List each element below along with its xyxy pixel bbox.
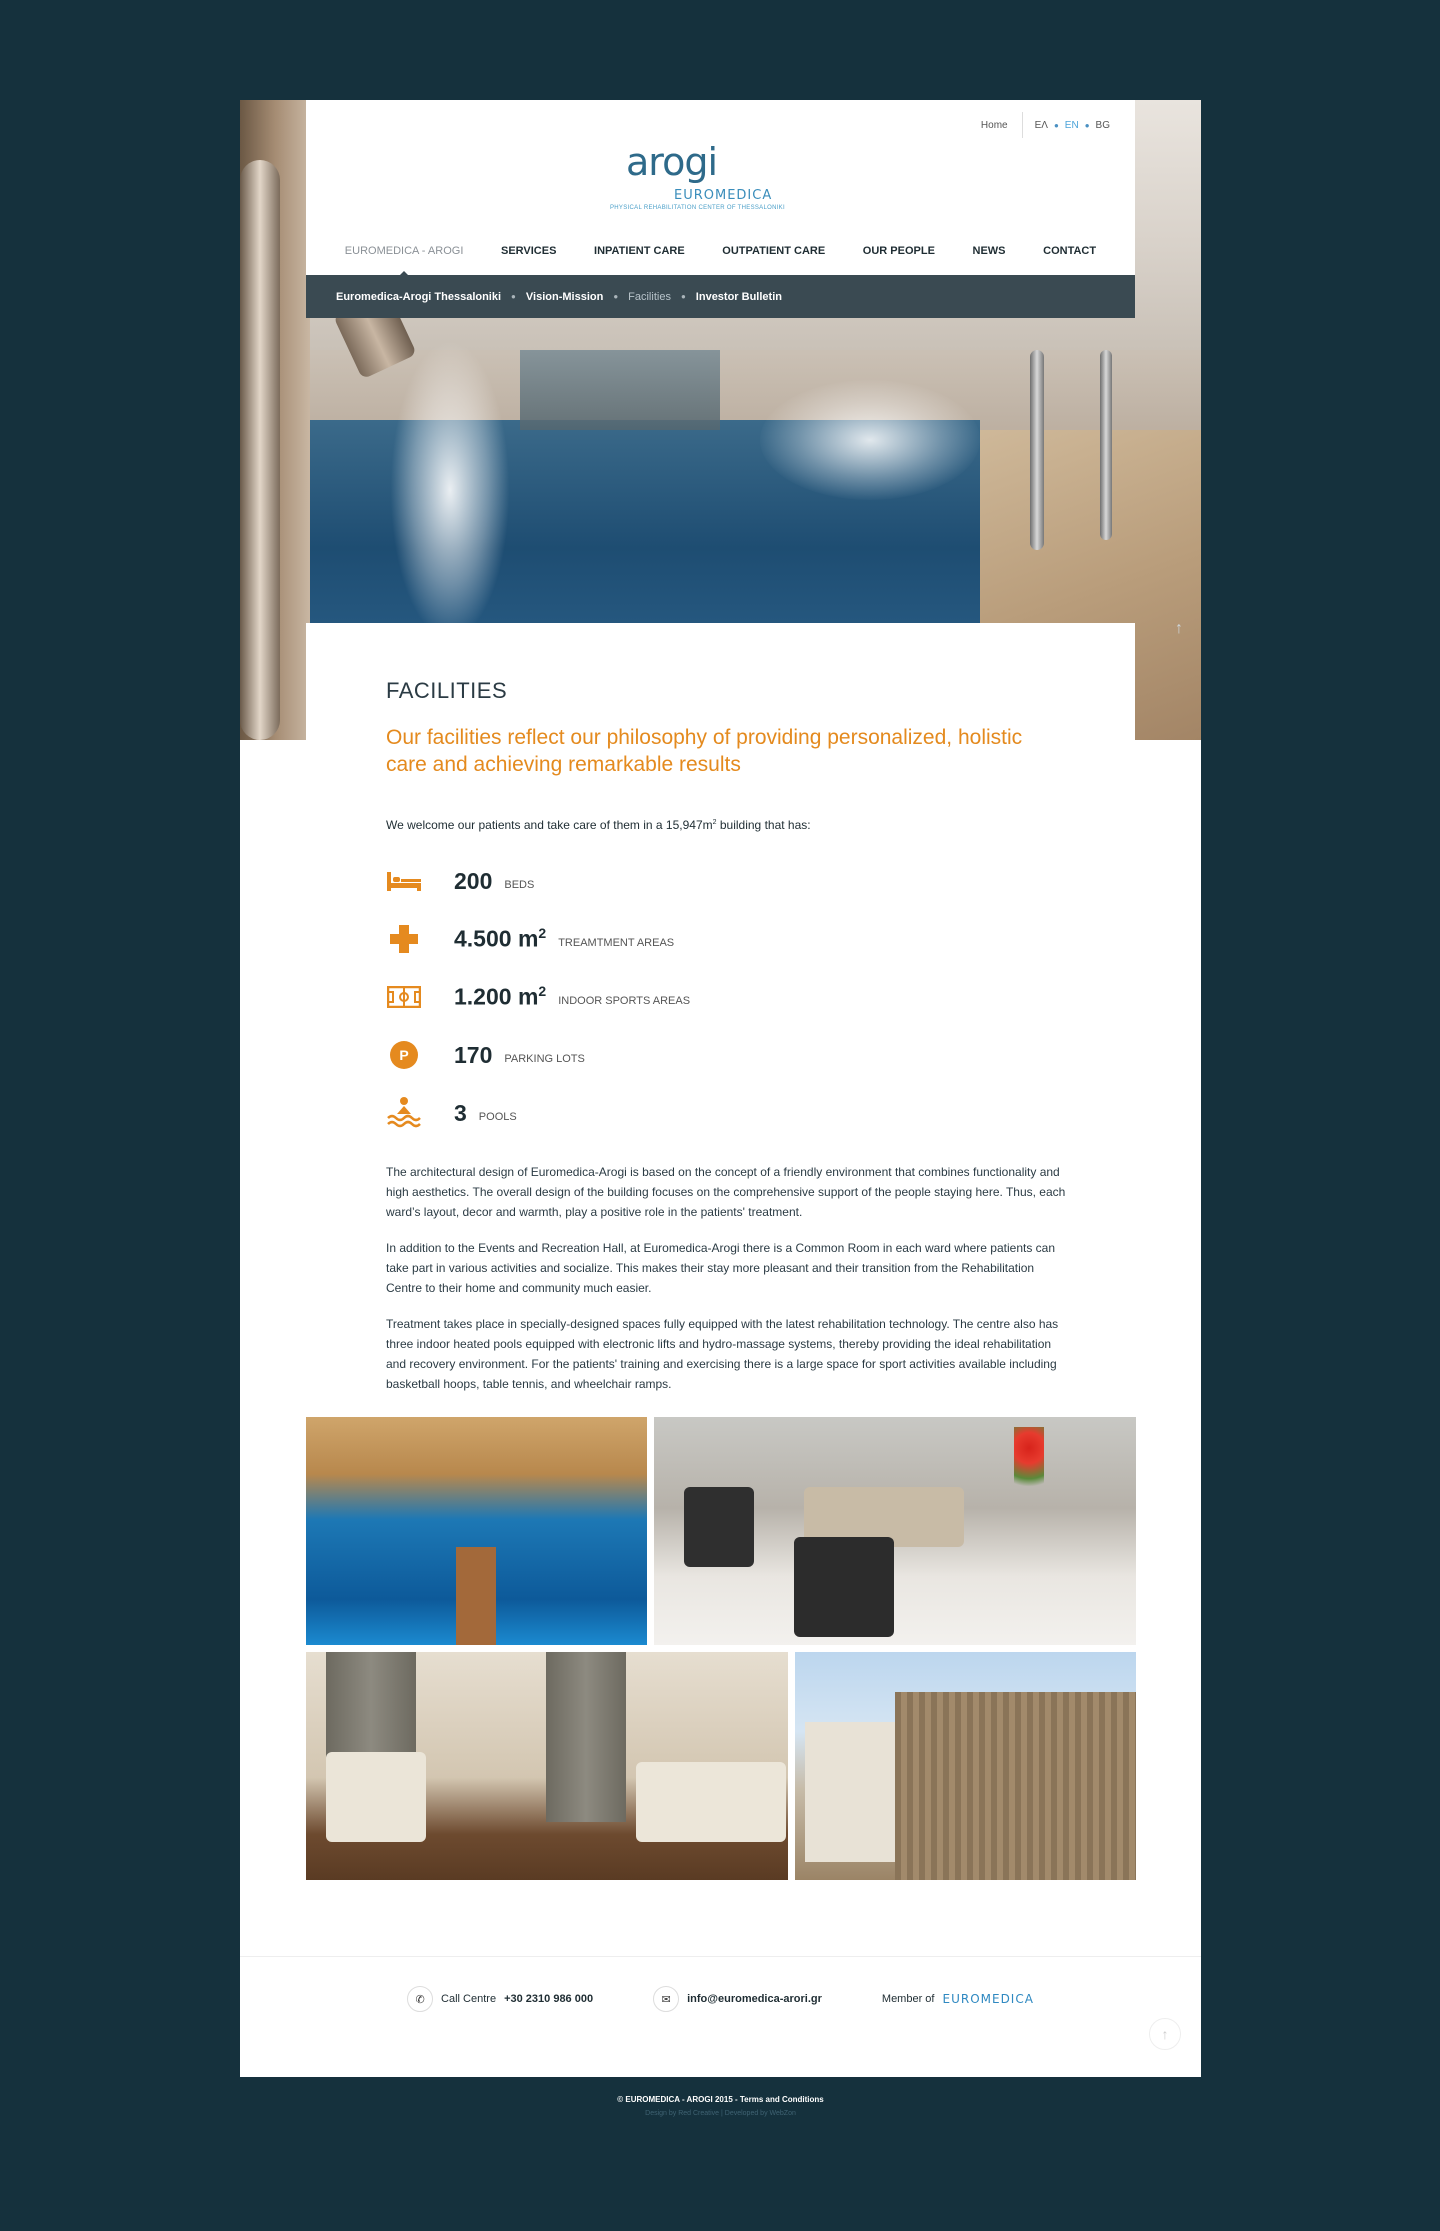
arrow-up-icon[interactable]: ↑ [1149, 2018, 1181, 2050]
stats-list [386, 852, 1066, 1142]
sub-nav [306, 275, 1135, 318]
dot-separator: ● [680, 292, 686, 301]
stat-value: 1.200 $m^2$ [454, 983, 547, 1010]
nav-item-outpatient-care[interactable]: OUTPATIENT CARE [722, 245, 826, 257]
nav-item-news[interactable]: NEWS [972, 245, 1006, 257]
home-link[interactable]: Home [980, 119, 1008, 131]
nav-item-inpatient-care[interactable]: INPATIENT CARE [594, 245, 685, 257]
site-logo[interactable] [610, 140, 826, 220]
copyright-text[interactable]: © EUROMEDICA - AROGI 2015 - Terms and Conditions [617, 2095, 824, 2104]
stat-value: 3 [454, 1099, 467, 1126]
language-switcher [1035, 120, 1110, 131]
top-bar [981, 112, 1110, 138]
stat-parking [386, 1026, 1066, 1084]
stat-label: PARKING LOTS [504, 1053, 585, 1065]
svg-text:P: P [399, 1047, 409, 1063]
nav-item-euromedica-arogi[interactable]: EUROMEDICA - AROGI [344, 245, 464, 257]
stat-label: BEDS [504, 879, 535, 891]
stat-treatment-areas [386, 910, 1066, 968]
dot-separator: ● [1084, 120, 1090, 130]
gallery-image-living-room[interactable] [306, 1652, 788, 1880]
logo-brand: EUROMEDICA [674, 188, 773, 203]
paragraph: The architectural design of Euromedica-Arogi is based on the concept of a friendly environment that combines functionality and high aesthetics. The overall design of the building focuses on the comprehensive support of the people staying here. Thus, each ward’s layout, decor and warmth, play a positive role in the patients' treatment. [386, 1165, 1066, 1219]
dot-separator: ● [613, 292, 619, 301]
stat-sports-areas [386, 968, 1066, 1026]
lang-bg[interactable]: BG [1095, 119, 1110, 131]
sports-field-icon [386, 979, 422, 1015]
call-label: Call Centre [441, 1993, 497, 2005]
subnav-item-investor-bulletin[interactable]: Investor Bulletin [695, 290, 782, 303]
subnav-item-facilities[interactable]: Facilities [628, 290, 671, 303]
credit-text[interactable]: Design by Red Creative | Developed by WebZon [645, 2110, 796, 2117]
stat-value: 200 [454, 867, 493, 894]
intro-text: We welcome our patients and take care of them in a $15,947m^2$ building that has: [386, 818, 811, 832]
pool-swimmer-icon [386, 1095, 422, 1131]
divider [240, 1956, 1201, 1957]
stat-pools [386, 1084, 1066, 1142]
paragraph: In addition to the Events and Recreation Hall, at Euromedica-Arogi there is a Common Room in each ward where patients can take part in various activities and socialize. This makes their stay more pleasant and their transition from the Rehabilitation Centre to their home and community much easier. [386, 1241, 1056, 1295]
stat-beds [386, 852, 1066, 910]
stat-label: TREAMTMENT AREAS [558, 937, 675, 949]
logo-wordmark: arogi [626, 140, 718, 184]
gallery-image-lounge[interactable] [654, 1417, 1136, 1645]
logo-tagline: PHYSICAL REHABILITATION CENTER OF THESSALONIKI [610, 205, 785, 211]
member-of [882, 1992, 1034, 2006]
subnav-item-vision-mission[interactable]: Vision-Mission [525, 290, 604, 303]
nav-item-our-people[interactable]: OUR PEOPLE [862, 245, 935, 257]
gallery-image-pool[interactable] [306, 1417, 647, 1645]
page [240, 100, 1201, 2132]
footer-contact [240, 1986, 1201, 2012]
main-nav [306, 245, 1135, 257]
email-link[interactable]: info@euromedica-arori.gr [687, 1993, 822, 2005]
member-label: Member of [881, 1993, 935, 2005]
dot-separator: ● [511, 292, 516, 301]
call-centre [407, 1986, 593, 2012]
phone-icon: ✆ [407, 1986, 433, 2012]
stat-value: 170 [454, 1041, 493, 1068]
nav-item-services[interactable]: SERVICES [500, 245, 557, 257]
subnav-item-thessaloniki[interactable]: Euromedica-Arogi Thessaloniki [336, 290, 502, 303]
divider [1022, 112, 1023, 138]
footer-bar [240, 2077, 1201, 2132]
parking-icon [386, 1037, 422, 1073]
main-content [306, 623, 1135, 1503]
photo-gallery [306, 1417, 1136, 1877]
stat-label: POOLS [478, 1111, 517, 1123]
email-contact [653, 1986, 822, 2012]
bed-icon [386, 863, 422, 899]
phone-number[interactable]: +30 2310 986 000 [504, 1993, 594, 2005]
envelope-icon: ✉ [653, 1986, 679, 2012]
gallery-image-building[interactable] [795, 1652, 1136, 1880]
lang-el[interactable]: ΕΛ [1034, 119, 1048, 131]
lang-en[interactable]: EN [1064, 119, 1079, 131]
nav-item-contact[interactable]: CONTACT [1043, 245, 1097, 257]
medical-cross-icon [386, 921, 422, 957]
arrow-up-icon[interactable]: ↑ [1175, 620, 1183, 637]
stat-value: 4.500 $m^2$ [454, 925, 547, 952]
euromedica-logo[interactable]: EUROMEDICA [942, 1992, 1034, 2006]
dot-separator: ● [1053, 120, 1059, 130]
stat-label: INDOOR SPORTS AREAS [558, 995, 691, 1007]
paragraph: Treatment takes place in specially-designed spaces fully equipped with the latest rehabilitation technology. The centre also has three indoor heated pools equipped with electronic lifts and hydro-massage systems, thereby providing the ideal rehabilitation and recovery environment. For the patients' training and exercising there is a large space for sport activities available including basketball hoops, table tennis, and wheelchair ramps. [386, 1317, 1059, 1391]
page-title: FACILITIES [386, 678, 508, 703]
lead-text: Our facilities reflect our philosophy of providing personalized, holistic care and achieving remarkable results [386, 726, 1023, 776]
